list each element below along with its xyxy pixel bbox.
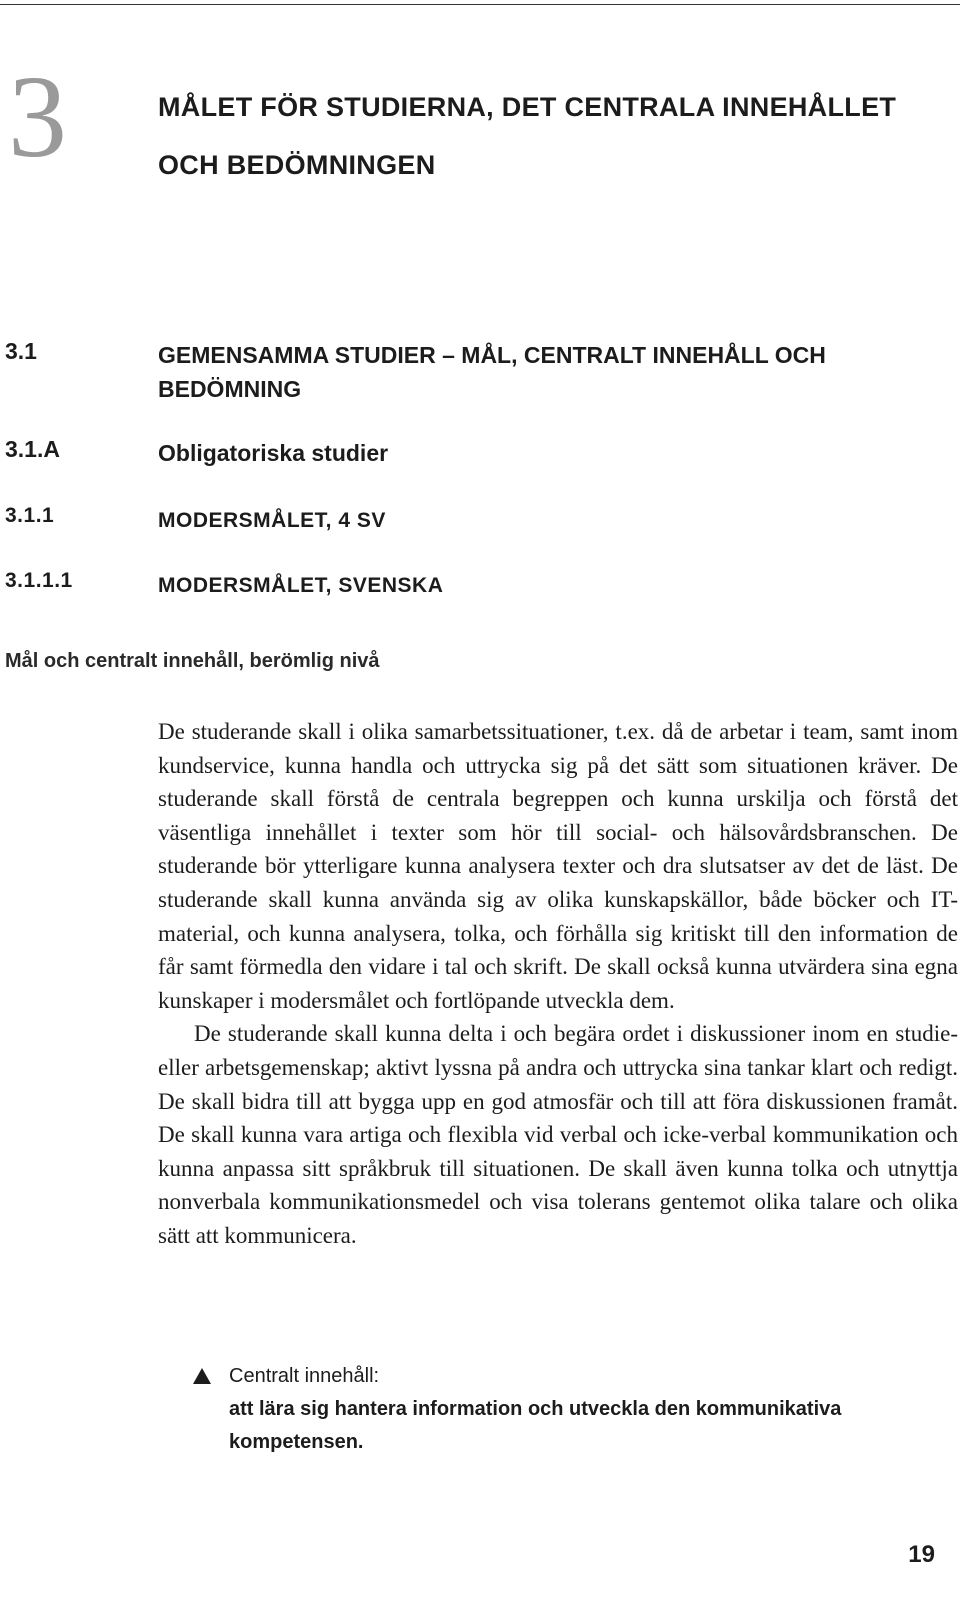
chapter-number: 3 (8, 51, 67, 182)
body-paragraph: De studerande skall kunna delta i och begära ordet i diskussioner inom en studie- eller arbetsgemenskap; aktivt lyssna på andra och uttrycka sina tankar klart och redigt. De skall bidra till att bygga upp en god atmosfär och till att föra diskussionen framåt. De skall kunna vara artiga och flexibla vid verbal och icke-verbal kommunikation och kunna anpassa sitt språkbruk till situationen. De skall även kunna tolka och utnyttja nonverbala kommunikationsmedel och visa tolerans gentemot olika talare och olika sätt att kommunicera. (158, 1021, 958, 1248)
content-label: Centralt innehåll: (229, 1365, 380, 1387)
level-heading: Mål och centralt innehåll, berömlig nivå (5, 650, 380, 672)
section-title: MODERSMÅLET, SVENSKA (158, 574, 444, 597)
section-number: 3.1 (5, 338, 37, 364)
top-rule (0, 4, 960, 5)
content-text: att lära sig hantera information och utveckla den kommunikativa kompetensen. (229, 1398, 842, 1453)
body-paragraph: De studerande skall i olika samarbetssituationer, t.ex. då de arbetar i team, samt inom kundservice, kunna handla och uttrycka sig på det sätt som situationen kräver. De studerande skall förstå de centrala begreppen och kunna urskilja och förstå det väsentliga innehållet i texter som hör till social- och hälsovårdsbranschen. De studerande bör ytterligare kunna analysera texter och dra slutsatser av det de läst. De studerande skall kunna använda sig av olika kunskapskällor, både böcker och IT-material, och kunna analysera, tolka, och förhålla sig kritiskt till den information de får samt förmedla den vidare i tal och skrift. De skall också kunna utvärdera sina egna kunskaper i modersmålet och fortlöpande utveckla dem. (158, 719, 958, 1013)
chapter-title: MÅLET FÖR STUDIERNA, DET CENTRALA INNEHÅLLET OCH BEDÖMNINGEN (158, 92, 897, 180)
section-number: 3.1.1.1 (5, 569, 73, 592)
body-text (158, 715, 958, 1253)
page-number: 19 (908, 1541, 935, 1568)
section-title: MODERSMÅLET, 4 SV (158, 509, 386, 532)
section-number: 3.1.1 (5, 504, 55, 527)
section-title: Obligatoriska studier (158, 440, 389, 466)
triangle-bullet-icon (193, 1368, 211, 1384)
section-number: 3.1.A (5, 436, 60, 462)
section-title: GEMENSAMMA STUDIER – MÅL, CENTRALT INNEHÅLL OCH BEDÖMNING (158, 342, 826, 402)
